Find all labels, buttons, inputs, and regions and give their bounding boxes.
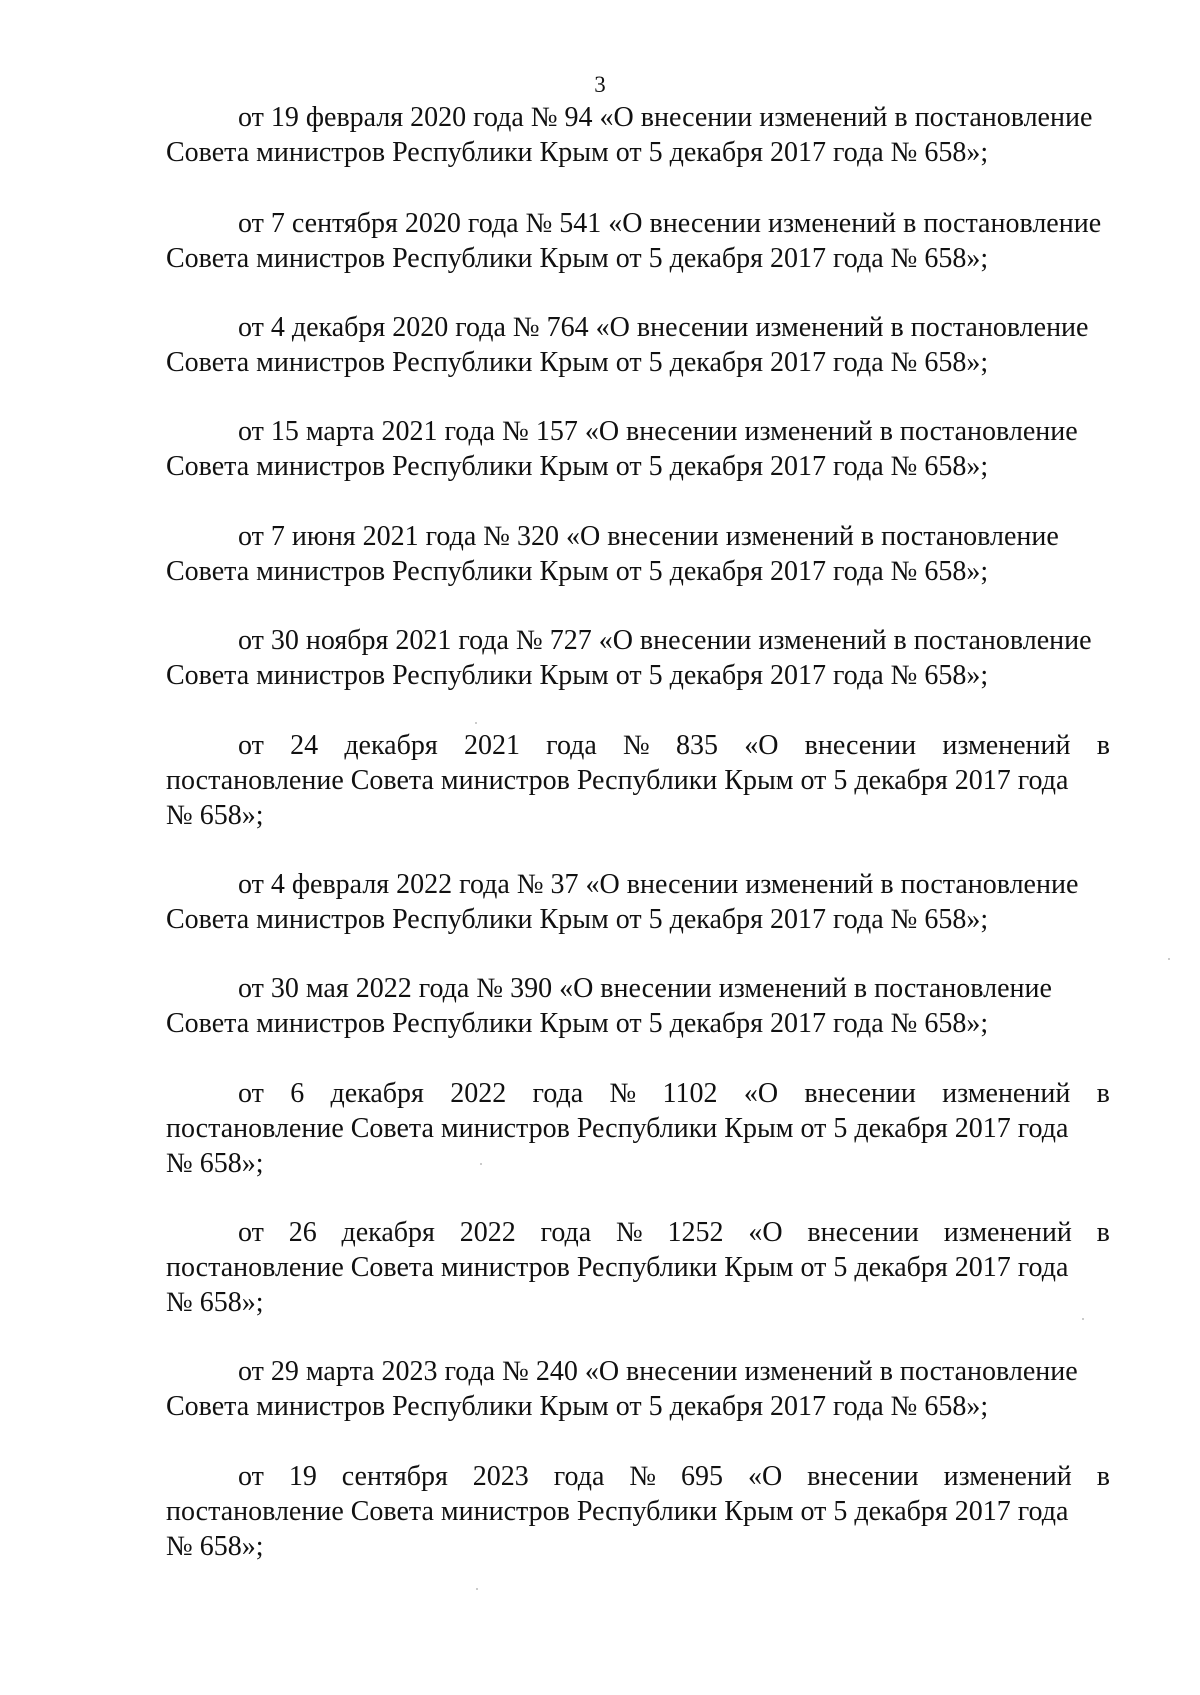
- entry-word: в: [1096, 1078, 1110, 1109]
- entry-word: в: [1096, 1217, 1110, 1248]
- entry-word: от: [238, 1078, 264, 1109]
- entry-line: от 7 сентября 2020 года № 541 «О внесении изменений в постановление: [238, 208, 1102, 239]
- decree-entry: [166, 100, 1110, 170]
- entry-word: внесении: [807, 1217, 919, 1248]
- entry-line: от 19 февраля 2020 года № 94 «О внесении изменений в постановление: [238, 102, 1093, 133]
- entry-word: 695: [681, 1461, 724, 1492]
- decree-entry: [166, 1076, 1110, 1181]
- scan-speck: [1082, 1318, 1084, 1320]
- entry-line: № 658»;: [166, 1531, 264, 1562]
- entry-word: изменений: [943, 1461, 1072, 1492]
- scan-speck: [475, 722, 477, 724]
- entry-line: № 658»;: [166, 800, 264, 831]
- entry-line: № 658»;: [166, 1148, 264, 1179]
- entry-line: постановление Совета министров Республики Крым от 5 декабря 2017 года: [166, 1113, 1069, 1144]
- entry-line: постановление Совета министров Республики Крым от 5 декабря 2017 года: [166, 1252, 1069, 1283]
- entry-line: постановление Совета министров Республики Крым от 5 декабря 2017 года: [166, 765, 1069, 796]
- entry-word: 835: [675, 730, 718, 761]
- entry-word: года: [532, 1078, 584, 1109]
- scan-speck: [476, 1588, 478, 1590]
- entry-word: 26: [288, 1217, 317, 1248]
- entry-line: Совета министров Республики Крым от 5 декабря 2017 года № 658»;: [166, 556, 989, 587]
- entry-line: [166, 1459, 1110, 1494]
- entry-word: 19: [288, 1461, 317, 1492]
- entry-line: от 30 ноября 2021 года № 727 «О внесении изменений в постановление: [238, 625, 1092, 656]
- entry-word: 1102: [662, 1078, 718, 1109]
- entry-line: от 30 мая 2022 года № 390 «О внесении изменений в постановление: [238, 973, 1052, 1004]
- entry-word: изменений: [943, 1217, 1072, 1248]
- entry-word: изменений: [942, 730, 1071, 761]
- entry-word: 24: [290, 730, 319, 761]
- entry-word: «О: [743, 1078, 779, 1109]
- entry-line: Совета министров Республики Крым от 5 декабря 2017 года № 658»;: [166, 1008, 989, 1039]
- entry-word: в: [1096, 730, 1110, 761]
- entry-word: года: [553, 1461, 605, 1492]
- entry-word: от: [238, 1461, 264, 1492]
- entry-line: постановление Совета министров Республики Крым от 5 декабря 2017 года: [166, 1496, 1069, 1527]
- entry-word: декабря: [344, 730, 438, 761]
- entry-word: сентября: [341, 1461, 448, 1492]
- entry-line: Совета министров Республики Крым от 5 декабря 2017 года № 658»;: [166, 137, 989, 168]
- entry-line: [166, 1076, 1110, 1111]
- entry-word: 6: [290, 1078, 305, 1109]
- scan-speck: [480, 1163, 482, 1165]
- decree-entry: [166, 623, 1110, 693]
- entry-line: от 4 февраля 2022 года № 37 «О внесении изменений в постановление: [238, 869, 1079, 900]
- entry-line: Совета министров Республики Крым от 5 декабря 2017 года № 658»;: [166, 660, 989, 691]
- entry-word: №: [623, 730, 650, 761]
- entry-word: 2022: [450, 1078, 507, 1109]
- entry-line: от 7 июня 2021 года № 320 «О внесении изменений в постановление: [238, 521, 1059, 552]
- entry-word: «О: [748, 1217, 783, 1248]
- entry-word: от: [238, 1217, 264, 1248]
- decree-entry: [166, 519, 1110, 589]
- entry-word: 2021: [463, 730, 520, 761]
- entry-word: «О: [747, 1461, 783, 1492]
- entry-word: декабря: [330, 1078, 424, 1109]
- entry-line: [166, 1215, 1110, 1250]
- entry-word: 2022: [459, 1217, 516, 1248]
- entry-line: Совета министров Республики Крым от 5 декабря 2017 года № 658»;: [166, 904, 989, 935]
- decree-entry: [166, 1459, 1110, 1564]
- entry-word: №: [609, 1078, 637, 1109]
- decree-entry: [166, 867, 1110, 937]
- entry-word: года: [540, 1217, 592, 1248]
- entry-line: Совета министров Республики Крым от 5 декабря 2017 года № 658»;: [166, 347, 989, 378]
- decree-entry: [166, 414, 1110, 484]
- entry-line: Совета министров Республики Крым от 5 декабря 2017 года № 658»;: [166, 243, 989, 274]
- entry-line: Совета министров Республики Крым от 5 декабря 2017 года № 658»;: [166, 451, 989, 482]
- entry-word: внесении: [807, 1461, 919, 1492]
- entry-word: №: [616, 1217, 643, 1248]
- entry-line: Совета министров Республики Крым от 5 декабря 2017 года № 658»;: [166, 1391, 989, 1422]
- entry-word: в: [1096, 1461, 1110, 1492]
- entry-word: года: [546, 730, 597, 761]
- entry-line: № 658»;: [166, 1287, 264, 1318]
- page-number: 3: [594, 72, 606, 97]
- entry-line: от 15 марта 2021 года № 157 «О внесении изменений в постановление: [238, 416, 1078, 447]
- entry-line: от 29 марта 2023 года № 240 «О внесении изменений в постановление: [238, 1356, 1078, 1387]
- entry-word: внесении: [804, 730, 917, 761]
- decree-entry: [166, 1215, 1110, 1320]
- entry-word: 1252: [667, 1217, 724, 1248]
- entry-line: от 4 декабря 2020 года № 764 «О внесении изменений в постановление: [238, 312, 1089, 343]
- decree-entry: [166, 971, 1110, 1041]
- entry-word: 2023: [472, 1461, 529, 1492]
- entry-word: внесении: [804, 1078, 916, 1109]
- decree-entry: [166, 310, 1110, 380]
- entry-word: декабря: [341, 1217, 435, 1248]
- entry-word: от: [238, 730, 264, 761]
- scan-speck: [1168, 958, 1170, 960]
- entry-word: изменений: [942, 1078, 1071, 1109]
- entry-line: [166, 728, 1110, 763]
- decree-entry: [166, 1354, 1110, 1424]
- entry-word: «О: [744, 730, 779, 761]
- entry-word: №: [629, 1461, 657, 1492]
- decree-entry: [166, 206, 1110, 276]
- decree-entry: [166, 728, 1110, 833]
